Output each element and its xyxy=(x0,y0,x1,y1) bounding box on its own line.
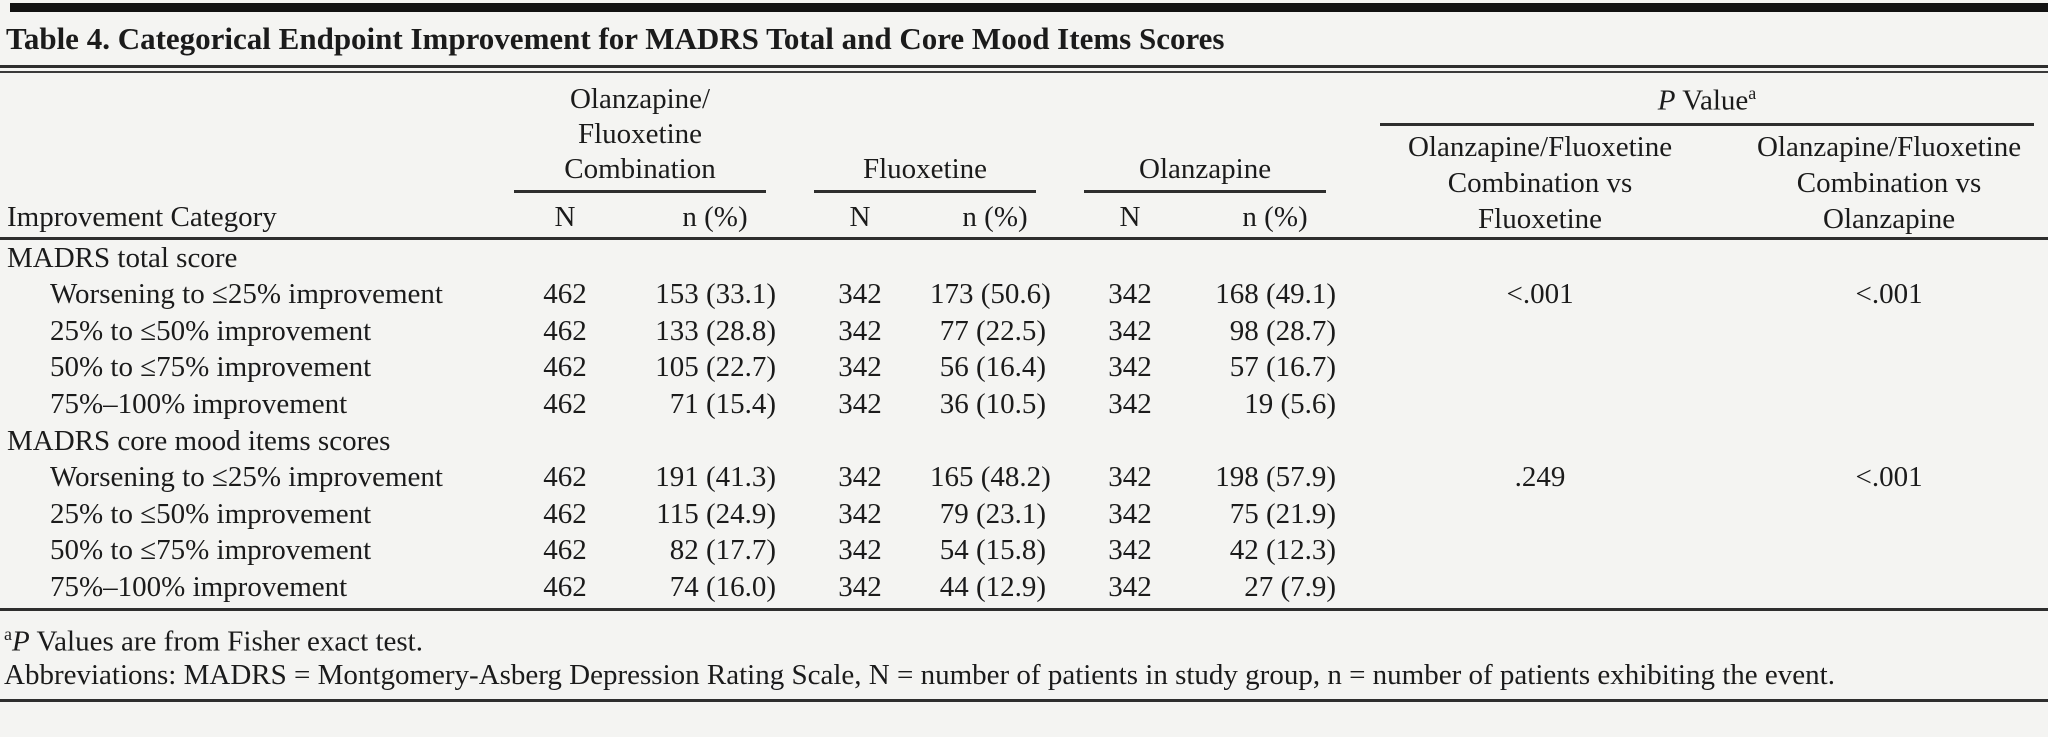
p-value-subcolumn-vs-olanzapine xyxy=(1730,126,2048,237)
footnote-a-marker: a xyxy=(4,623,12,644)
p-value-subcolumns xyxy=(1350,126,2048,237)
subcolumn-label-line: Olanzapine/Fluoxetine xyxy=(1756,130,2022,163)
section-header-row xyxy=(0,423,2048,460)
table-row xyxy=(0,532,2048,569)
n-cell: 342 xyxy=(1108,534,1152,567)
column-group-fluoxetine xyxy=(790,73,1060,193)
pct-cell: 191 (41.3) xyxy=(655,461,777,494)
column-group-olanzapine-fluoxetine-combination xyxy=(490,73,790,193)
journal-table-figure xyxy=(0,3,2048,737)
p-value-cell xyxy=(1730,349,2048,386)
table-row xyxy=(0,386,2048,423)
n-cell: 342 xyxy=(838,351,882,384)
n-cell: 462 xyxy=(543,497,587,530)
p-value-cell: <.001 xyxy=(1506,278,1574,311)
category-cell: 50% to ≤75% improvement xyxy=(50,534,372,567)
p-value-cell xyxy=(1350,386,1730,423)
pct-cell: 173 (50.6) xyxy=(930,278,1051,311)
p-value-footnote-marker: a xyxy=(1748,83,1757,103)
column-group-label xyxy=(1084,152,1326,193)
table-row xyxy=(0,459,2048,496)
section-header-row xyxy=(0,238,2048,276)
n-cell: 342 xyxy=(1108,461,1152,494)
n-cell: 342 xyxy=(1108,388,1152,421)
p-value-cell: <.001 xyxy=(1855,461,1923,494)
p-value-cell: <.001 xyxy=(1855,278,1923,311)
n-cell: 342 xyxy=(838,314,882,347)
section-header: MADRS core mood items scores xyxy=(7,424,391,457)
pct-cell: 19 (5.6) xyxy=(1244,388,1337,421)
pct-cell: 44 (12.9) xyxy=(939,571,1047,603)
footnote-a-italic-p: P xyxy=(12,625,30,658)
pct-cell: 74 (16.0) xyxy=(669,571,777,603)
pct-cell: 77 (22.5) xyxy=(939,314,1047,347)
table-row xyxy=(0,276,2048,313)
pct-column-header: n (%) xyxy=(930,193,1060,238)
n-cell: 342 xyxy=(1108,571,1152,603)
subcolumn-label-line: Olanzapine/Fluoxetine xyxy=(1407,130,1673,163)
footnotes xyxy=(0,611,2048,693)
category-cell: Worsening to ≤25% improvement xyxy=(50,461,443,494)
n-cell: 462 xyxy=(543,314,587,347)
pct-cell: 79 (23.1) xyxy=(939,497,1047,530)
pct-cell: 71 (15.4) xyxy=(669,388,777,421)
pct-cell: 27 (7.9) xyxy=(1244,571,1337,603)
pct-cell: 42 (12.3) xyxy=(1229,534,1337,567)
p-value-cell xyxy=(1350,569,1730,606)
n-cell: 342 xyxy=(838,497,882,530)
column-group-label xyxy=(814,152,1036,193)
pct-cell: 36 (10.5) xyxy=(939,388,1047,421)
p-value-cell xyxy=(1350,496,1730,533)
n-cell: 342 xyxy=(838,388,882,421)
n-cell: 342 xyxy=(1108,278,1152,311)
subcolumn-label-line: Combination vs xyxy=(1447,166,1633,199)
n-column-header: N xyxy=(1060,193,1200,238)
section-header: MADRS total score xyxy=(7,241,238,274)
table-row xyxy=(0,313,2048,350)
n-cell: 342 xyxy=(838,534,882,567)
p-value-cell xyxy=(1730,532,2048,569)
improvement-category-header: Improvement Category xyxy=(0,193,490,238)
group-label-line: Fluoxetine xyxy=(863,153,988,186)
table-title-text: Table 4. Categorical Endpoint Improvement for MADRS Total and Core Mood Items Scores xyxy=(6,21,1225,56)
n-cell: 462 xyxy=(543,388,587,421)
p-value-italic-p: P xyxy=(1657,84,1676,117)
pct-column-header: n (%) xyxy=(1200,193,1350,238)
category-cell: 75%–100% improvement xyxy=(50,571,348,603)
pct-cell: 82 (17.7) xyxy=(669,534,777,567)
n-cell: 462 xyxy=(543,571,587,603)
pct-cell: 75 (21.9) xyxy=(1229,497,1337,530)
p-value-cell xyxy=(1730,386,2048,423)
group-label-line: Olanzapine/ xyxy=(569,83,711,116)
n-cell: 342 xyxy=(1108,497,1152,530)
p-value-header xyxy=(1380,77,2034,126)
category-cell: 25% to ≤50% improvement xyxy=(50,314,372,347)
pct-cell: 98 (28.7) xyxy=(1229,314,1337,347)
pct-column-header: n (%) xyxy=(640,193,790,238)
n-cell: 342 xyxy=(838,571,882,603)
n-column-header: N xyxy=(790,193,930,238)
p-value-subcolumn-vs-fluoxetine xyxy=(1350,126,1730,237)
table-title xyxy=(0,12,2048,65)
pct-cell: 153 (33.1) xyxy=(655,278,777,311)
column-group-label xyxy=(514,82,766,193)
column-group-olanzapine xyxy=(1060,73,1350,193)
table-row xyxy=(0,569,2048,606)
p-value-label: Value xyxy=(1675,84,1749,117)
n-cell: 342 xyxy=(838,278,882,311)
n-cell: 462 xyxy=(543,534,587,567)
group-label-line: Combination xyxy=(564,153,716,186)
pct-cell: 57 (16.7) xyxy=(1229,351,1337,384)
group-label-line: Fluoxetine xyxy=(577,118,703,151)
pct-cell: 115 (24.9) xyxy=(656,497,777,530)
p-value-cell xyxy=(1350,313,1730,350)
title-divider xyxy=(0,65,2048,73)
pct-cell: 168 (49.1) xyxy=(1215,278,1337,311)
n-cell: 342 xyxy=(1108,314,1152,347)
header-spacer-cell xyxy=(0,73,490,193)
subcolumn-label-line: Olanzapine xyxy=(1823,202,1956,235)
p-value-cell xyxy=(1730,313,2048,350)
pct-cell: 165 (48.2) xyxy=(930,461,1051,494)
n-cell: 462 xyxy=(543,461,587,494)
table-top-bar xyxy=(10,3,2048,12)
group-label-line: Olanzapine xyxy=(1139,153,1272,186)
p-value-cell xyxy=(1350,349,1730,386)
category-cell: 50% to ≤75% improvement xyxy=(50,351,372,384)
category-cell: Worsening to ≤25% improvement xyxy=(50,278,443,311)
subcolumn-label-line: Combination vs xyxy=(1796,166,1982,199)
abbreviations-note: Abbreviations: MADRS = Montgomery-Asberg Depression Rating Scale, N = number of patients in study group, n = number of patients exhibiting the event. xyxy=(4,659,1835,692)
column-group-p-value xyxy=(1350,73,2048,238)
n-cell: 462 xyxy=(543,351,587,384)
subcolumn-label-line: Fluoxetine xyxy=(1478,202,1603,235)
n-cell: 342 xyxy=(838,461,882,494)
category-cell: 75%–100% improvement xyxy=(50,388,348,421)
category-cell: 25% to ≤50% improvement xyxy=(50,497,372,530)
n-cell: 342 xyxy=(1108,351,1152,384)
table-row xyxy=(0,496,2048,533)
p-value-cell: .249 xyxy=(1514,461,1566,494)
p-value-cell xyxy=(1730,569,2048,606)
p-value-cell xyxy=(1350,532,1730,569)
pct-cell: 198 (57.9) xyxy=(1215,461,1337,494)
pct-cell: 133 (28.8) xyxy=(655,314,777,347)
footnote-a xyxy=(4,617,2048,659)
pct-cell: 54 (15.8) xyxy=(939,534,1047,567)
n-cell: 462 xyxy=(543,278,587,311)
table-bottom-rule xyxy=(0,699,2048,702)
table-row xyxy=(0,349,2048,386)
pct-cell: 105 (22.7) xyxy=(655,351,777,384)
results-table xyxy=(0,73,2048,606)
footnote-a-text: Values are from Fisher exact test. xyxy=(29,625,423,658)
pct-cell: 56 (16.4) xyxy=(939,351,1047,384)
n-column-header: N xyxy=(490,193,640,238)
p-value-cell xyxy=(1730,496,2048,533)
